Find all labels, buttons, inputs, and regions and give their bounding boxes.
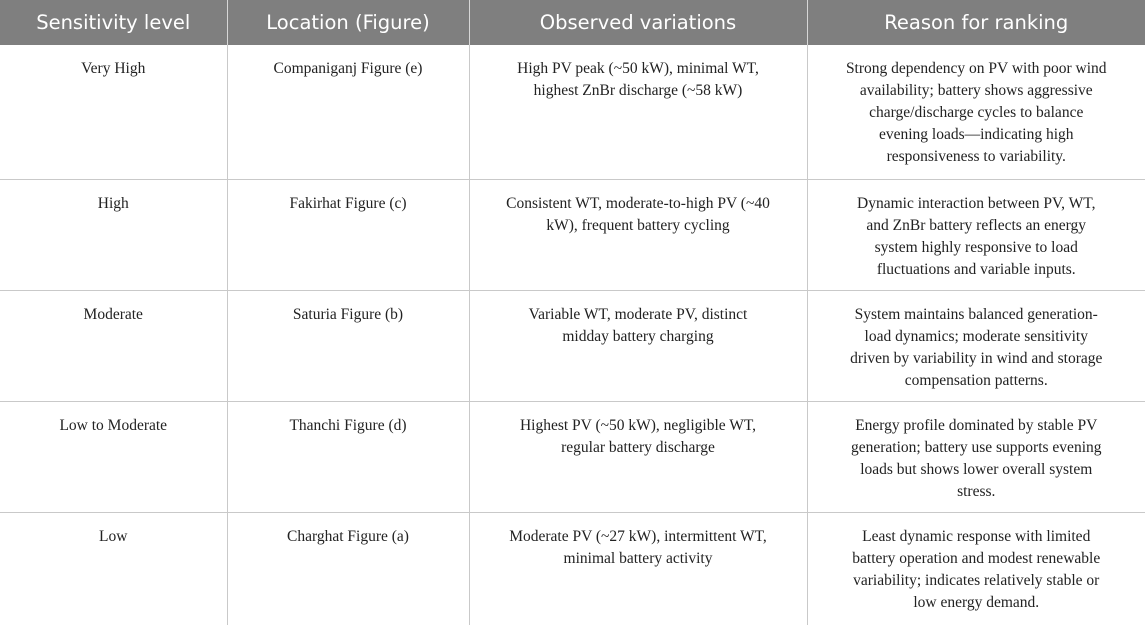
- cell-variations: Moderate PV (~27 kW), intermittent WT, minimal battery activity: [469, 513, 807, 625]
- cell-variations: Highest PV (~50 kW), negligible WT, regular battery discharge: [469, 402, 807, 513]
- header-sensitivity-level: Sensitivity level: [0, 0, 227, 45]
- cell-location: Saturia Figure (b): [227, 290, 469, 401]
- table-row: [0, 290, 1145, 401]
- cell-reason: System maintains balanced generation-load dynamics; moderate sensitivity driven by variability in wind and storage compensation patterns.: [807, 290, 1145, 401]
- cell-location: Charghat Figure (a): [227, 513, 469, 625]
- cell-sensitivity: Very High: [0, 45, 227, 179]
- cell-variations: High PV peak (~50 kW), minimal WT, highest ZnBr discharge (~58 kW): [469, 45, 807, 179]
- table-row: [0, 513, 1145, 625]
- cell-reason: Strong dependency on PV with poor wind availability; battery shows aggressive charge/discharge cycles to balance evening loads—indicating high responsiveness to variability.: [807, 45, 1145, 179]
- header-location: Location (Figure): [227, 0, 469, 45]
- cell-variations: Consistent WT, moderate-to-high PV (~40 kW), frequent battery cycling: [469, 179, 807, 290]
- cell-reason: Energy profile dominated by stable PV generation; battery use supports evening loads but shows lower overall system stress.: [807, 402, 1145, 513]
- table-body: [0, 45, 1145, 625]
- table-row: [0, 45, 1145, 179]
- cell-reason: Dynamic interaction between PV, WT, and ZnBr battery reflects an energy system highly responsive to load fluctuations and variable inputs.: [807, 179, 1145, 290]
- cell-variations: Variable WT, moderate PV, distinct midday battery charging: [469, 290, 807, 401]
- cell-reason: Least dynamic response with limited battery operation and modest renewable variability; indicates relatively stable or low energy demand.: [852, 528, 1101, 612]
- cell-sensitivity: Moderate: [0, 290, 227, 401]
- table-row: [0, 179, 1145, 290]
- cell-location: Companiganj Figure (e): [227, 45, 469, 179]
- header-row: [0, 0, 1145, 45]
- cell-sensitivity: Low to Moderate: [0, 402, 227, 513]
- cell-location: Fakirhat Figure (c): [227, 179, 469, 290]
- cell-sensitivity: High: [0, 179, 227, 290]
- table-row: [0, 402, 1145, 513]
- header-reason-for-ranking: Reason for ranking: [807, 0, 1145, 45]
- cell-location: Thanchi Figure (d): [227, 402, 469, 513]
- table-header: [0, 0, 1145, 45]
- header-observed-variations: Observed variations: [469, 0, 807, 45]
- cell-sensitivity: Low: [0, 513, 227, 625]
